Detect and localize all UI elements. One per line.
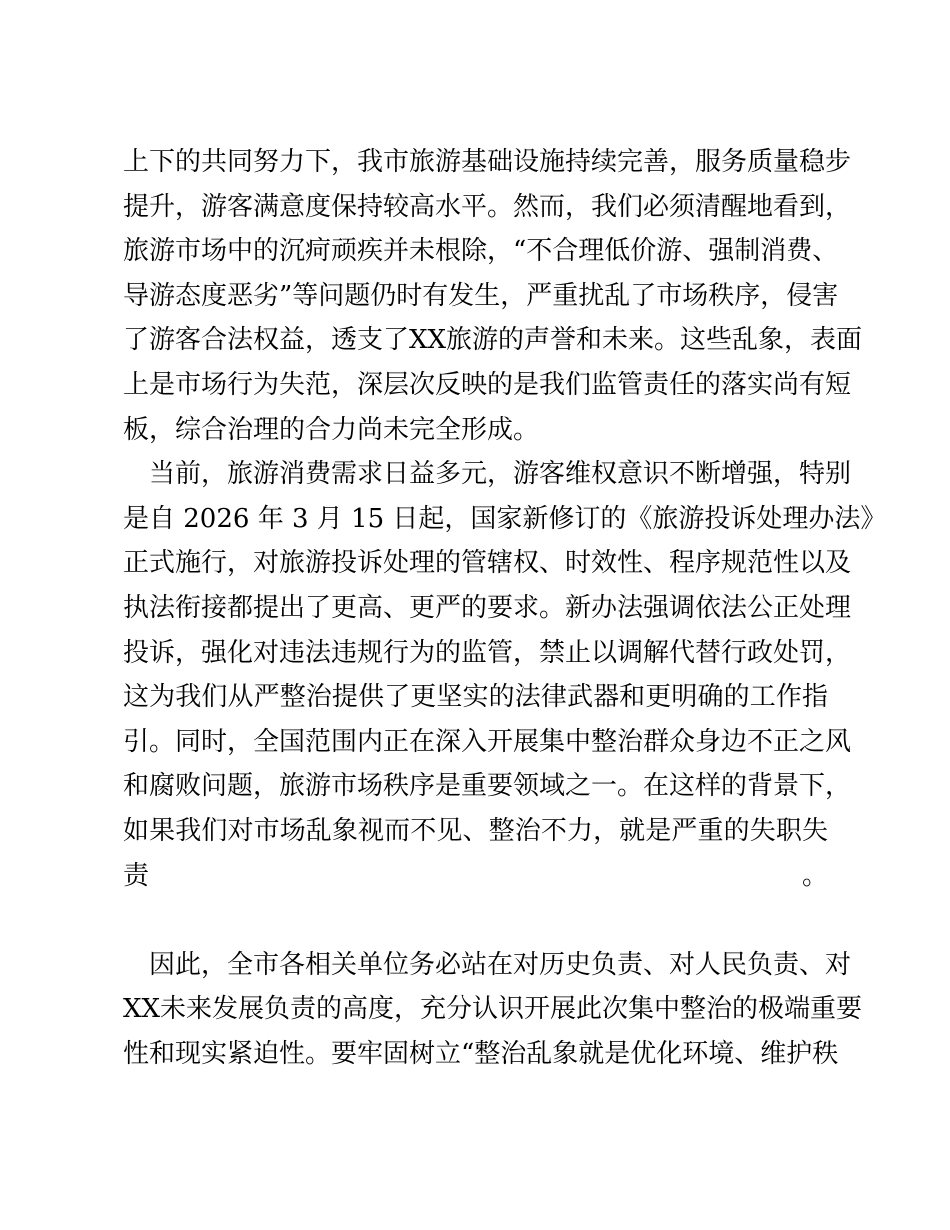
text-line: 上是市场行为失范，深层次反映的是我们监管责任的落实尚有短 — [123, 369, 852, 400]
text-line: 当前，旅游消费需求日益多元，游客维权意识不断增强，特别 — [123, 459, 852, 490]
paragraph-3 — [123, 943, 863, 1077]
text-line: 上下的共同努力下，我市旅游基础设施持续完善，服务质量稳步 — [123, 147, 852, 177]
text-line: 正式施行，对旅游投诉处理的管辖权、时效性、程序规范性以及 — [123, 548, 852, 579]
text-line: XX未来发展负责的高度，充分认识开展此次集中整治的极端重要 — [123, 994, 863, 1025]
text-line: 旅游市场中的沉疴顽疾并未根除，“不合理低价游、强制消费、 — [123, 236, 839, 267]
body-text — [123, 140, 887, 1076]
paragraph-2 — [123, 452, 887, 943]
text-line: 责。 — [123, 860, 828, 891]
text-line: 执法衔接都提出了更高、更严的要求。新办法强调依法公正处理 — [123, 592, 852, 623]
text-line: 导游态度恶劣”等问题仍时有发生，严重扰乱了市场秩序，侵害 — [123, 280, 839, 311]
text-line: 和腐败问题，旅游市场秩序是重要领域之一。在这样的背景下， — [123, 771, 852, 802]
text-line: 这为我们从严整治提供了更坚实的法律武器和更明确的工作指 — [123, 682, 828, 713]
text-line: 是自 2026 年 3 月 15 日起，国家新修订的《旅游投诉处理办法》 — [123, 503, 887, 534]
text-line: 性和现实紧迫性。要牢固树立“整治乱象就是优化环境、维护秩 — [123, 1038, 839, 1069]
text-line: 投诉，强化对违法违规行为的监管，禁止以调解代替行政处罚， — [123, 637, 852, 668]
text-line: 因此，全市各相关单位务必站在对历史负责、对人民负责、对 — [123, 949, 852, 980]
text-line — [123, 898, 828, 943]
text-line: 如果我们对市场乱象视而不见、整治不力，就是严重的失职失 — [123, 815, 828, 846]
text-line: 板，综合治理的合力尚未完全形成。 — [123, 414, 540, 445]
text-line: 提升，游客满意度保持较高水平。然而，我们必须清醒地看到， — [123, 191, 852, 222]
text-line: 引。同时，全国范围内正在深入开展集中整治群众身边不正之风 — [123, 726, 852, 757]
paragraph-1 — [123, 140, 863, 452]
text-line: 了游客合法权益，透支了XX旅游的声誉和未来。这些乱象，表面 — [123, 325, 863, 356]
